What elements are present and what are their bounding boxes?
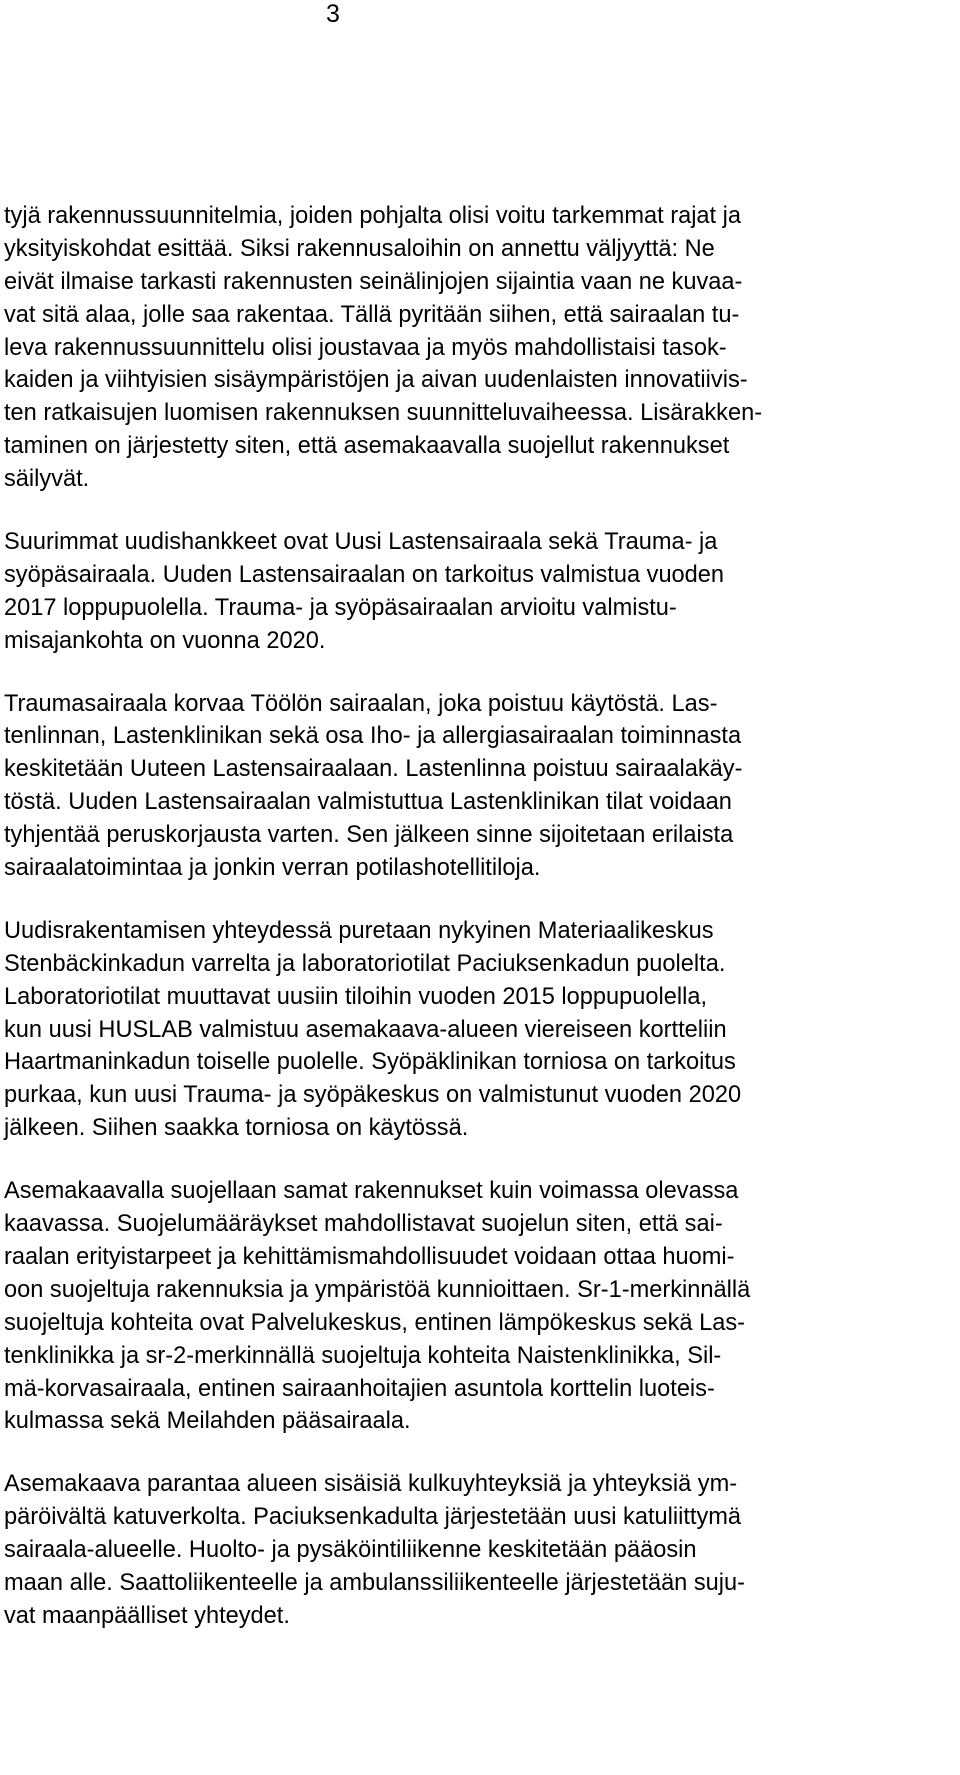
text-line: leva rakennussuunnittelu olisi joustavaa ja myös mahdollistaisi tasok-: [4, 334, 727, 361]
text-line: töstä. Uuden Lastensairaalan valmistuttua Lastenklinikan tilat voidaan: [4, 789, 732, 816]
text-line: keskitetään Uuteen Lastensairaalaan. Lastenlinna poistuu sairaalakäy-: [4, 756, 743, 783]
text-line: yksityiskohdat esittää. Siksi rakennusaloihin on annettu väljyyttä: Ne: [4, 235, 715, 262]
text-line: vat sitä alaa, jolle saa rakentaa. Tällä pyritään siihen, että sairaalan tu-: [4, 301, 740, 328]
text-line: kaavassa. Suojelumääräykset mahdollistavat suojelun siten, että sai-: [4, 1211, 723, 1238]
text-line: jälkeen. Siihen saakka torniosa on käytössä.: [4, 1115, 469, 1142]
paragraph-3: [4, 688, 959, 885]
paragraph-2: [4, 526, 959, 658]
paragraph-1: [4, 200, 959, 496]
text-line: sairaalatoimintaa ja jonkin verran potilashotellitiloja.: [4, 855, 541, 882]
text-line: päröivältä katuverkolta. Paciuksenkadulta järjestetään uusi katuliittymä: [4, 1504, 742, 1531]
text-line: Haartmaninkadun toiselle puolelle. Syöpäklinikan torniosa on tarkoitus: [4, 1049, 736, 1076]
text-line: ten ratkaisujen luomisen rakennuksen suunnitteluvaiheessa. Lisärakken-: [4, 400, 763, 427]
document-body: [4, 200, 959, 1663]
text-line: Asemakaavalla suojellaan samat rakennukset kuin voimassa olevassa: [4, 1178, 739, 1205]
text-line: purkaa, kun uusi Trauma- ja syöpäkeskus on valmistunut vuoden 2020: [4, 1082, 742, 1109]
text-line: tenklinikka ja sr-2-merkinnällä suojeltuja kohteita Naistenklinikka, Sil-: [4, 1342, 722, 1369]
text-line: vat maanpäälliset yhteydet.: [4, 1602, 290, 1629]
text-line: taminen on järjestetty siten, että asemakaavalla suojellut rakennukset: [4, 433, 730, 460]
text-line: maan alle. Saattoliikenteelle ja ambulanssiliikenteelle järjestetään suju-: [4, 1569, 746, 1596]
text-line: tyjä rakennussuunnitelmia, joiden pohjalta olisi voitu tarkemmat rajat ja: [4, 203, 742, 229]
paragraph-4: [4, 915, 959, 1145]
text-line: tenlinnan, Lastenklinikan sekä osa Iho- ja allergiasairaalan toiminnasta: [4, 723, 742, 750]
text-line: Laboratoriotilat muuttavat uusiin tiloihin vuoden 2015 loppupuolella,: [4, 983, 708, 1010]
text-line: kun uusi HUSLAB valmistuu asemakaava-alueen viereiseen kortteliin: [4, 1016, 727, 1043]
paragraph-5: [4, 1175, 959, 1438]
text-line: eivät ilmaise tarkasti rakennusten seinälinjojen sijaintia vaan ne kuvaa-: [4, 268, 743, 295]
text-line: raalan erityistarpeet ja kehittämismahdollisuudet voidaan ottaa huomi-: [4, 1243, 735, 1270]
text-line: Uudisrakentamisen yhteydessä puretaan nykyinen Materiaalikeskus: [4, 917, 714, 944]
text-line: mä-korvasairaala, entinen sairaanhoitajien asuntola korttelin luoteis-: [4, 1375, 715, 1402]
paragraph-6: [4, 1468, 959, 1632]
text-line: oon suojeltuja rakennuksia ja ympäristöä kunnioittaen. Sr-1-merkinnällä: [4, 1276, 751, 1303]
page-header: [0, 0, 960, 28]
text-line: kulmassa sekä Meilahden pääsairaala.: [4, 1408, 411, 1435]
text-line: tyhjentää peruskorjausta varten. Sen jälkeen sinne sijoitetaan erilaista: [4, 822, 734, 849]
text-line: sairaala-alueelle. Huolto- ja pysäköintiliikenne keskitetään pääosin: [4, 1537, 697, 1564]
text-line: Asemakaava parantaa alueen sisäisiä kulkuyhteyksiä ja yhteyksiä ym-: [4, 1471, 738, 1498]
text-line: kaiden ja viihtyisien sisäympäristöjen ja aivan uudenlaisten innovatiivis-: [4, 367, 748, 394]
text-line: 2017 loppupuolella. Trauma- ja syöpäsairaalan arvioitu valmistu-: [4, 594, 677, 621]
text-line: suojeltuja kohteita ovat Palvelukeskus, entinen lämpökeskus sekä Las-: [4, 1309, 746, 1336]
text-line: syöpäsairaala. Uuden Lastensairaalan on tarkoitus valmistua vuoden: [4, 561, 725, 588]
text-line: säilyvät.: [4, 466, 90, 493]
text-line: misajankohta on vuonna 2020.: [4, 627, 326, 654]
text-line: Suurimmat uudishankkeet ovat Uusi Lastensairaala sekä Trauma- ja: [4, 529, 718, 556]
text-line: Stenbäckinkadun varrelta ja laboratoriotilat Paciuksenkadun puolelta.: [4, 950, 726, 977]
text-line: Traumasairaala korvaa Töölön sairaalan, joka poistuu käytöstä. Las-: [4, 690, 718, 717]
page-number: 3: [326, 0, 340, 28]
